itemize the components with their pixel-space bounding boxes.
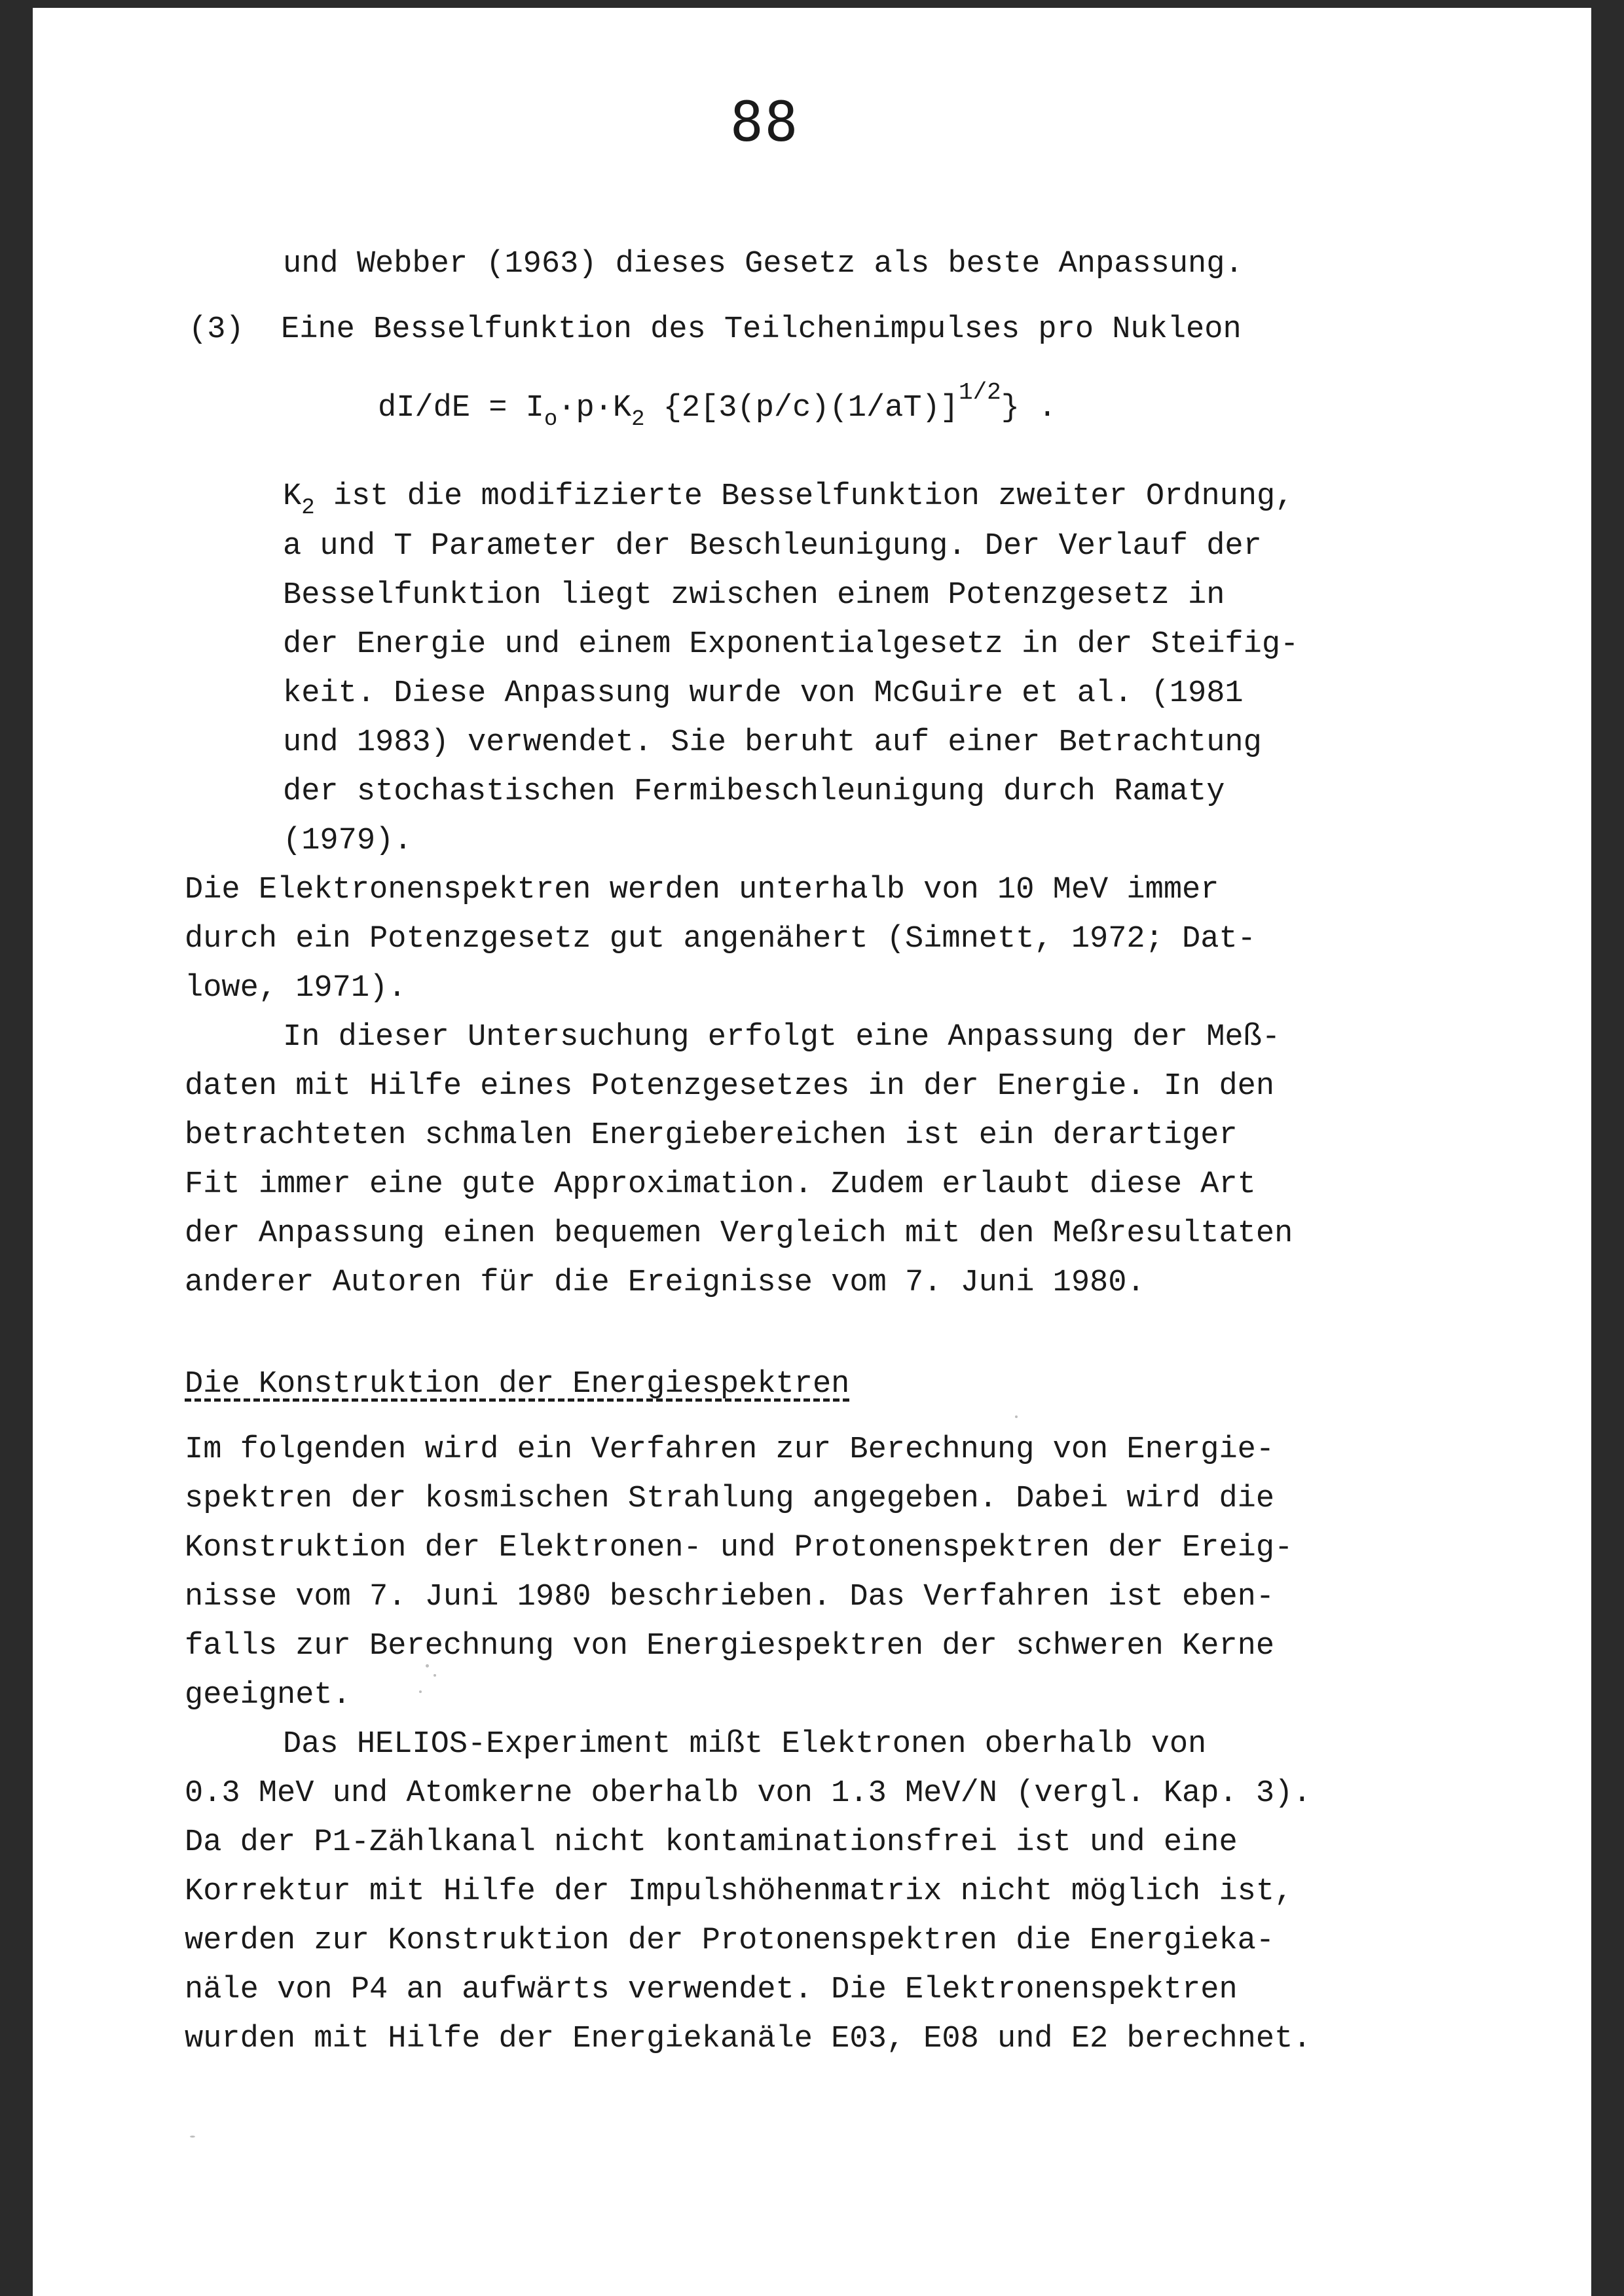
text-line: (1979). [283, 824, 413, 858]
text-line: Besselfunktion liegt zwischen einem Potenzgesetz in [283, 578, 1225, 613]
text-line: durch ein Potenzgesetz gut angenähert (Simnett, 1972; Dat- [185, 922, 1256, 957]
text-line: a und T Parameter der Beschleunigung. Der Verlauf der [283, 529, 1262, 564]
formula-sub-2: 2 [631, 407, 645, 432]
scan-speck [419, 1690, 422, 1693]
text-line: spektren der kosmischen Strahlung angegeben. Dabei wird die [185, 1482, 1275, 1516]
text-line: betrachteten schmalen Energiebereichen ist ein derartiger [185, 1118, 1238, 1153]
text-line: falls zur Berechnung von Energiespektren der schweren Kerne [185, 1629, 1275, 1664]
list-item-3: (3) Eine Besselfunktion des Teilchenimpulses pro Nukleon [189, 312, 1242, 347]
text-line: nisse vom 7. Juni 1980 beschrieben. Das Verfahren ist eben- [185, 1580, 1275, 1614]
text-line: Da der P1-Zählkanal nicht kontaminationsfrei ist und eine [185, 1825, 1238, 1860]
scan-speck [1015, 1415, 1018, 1418]
text-line: 0.3 MeV und Atomkerne oberhalb von 1.3 MeV/N (vergl. Kap. 3). [185, 1776, 1312, 1811]
text-line: geeignet. [185, 1678, 351, 1713]
text-line: Fit immer eine gute Approximation. Zudem erlaubt diese Art [185, 1167, 1256, 1202]
formula-bessel [378, 379, 1057, 432]
formula-tail: } . [1001, 391, 1057, 426]
text-line: keit. Diese Anpassung wurde von McGuire et al. (1981 [283, 676, 1244, 711]
text-line: wurden mit Hilfe der Energiekanäle E03, E08 und E2 berechnet. [185, 2022, 1312, 2056]
text-line: werden zur Konstruktion der Protonenspektren die Energieka- [185, 1923, 1275, 1958]
formula-lhs: dI/dE = I [378, 391, 544, 426]
paragraph-start: In dieser Untersuchung erfolgt eine Anpassung der Meß- [283, 1020, 1281, 1055]
paragraph-start: Das HELIOS-Experiment mißt Elektronen oberhalb von [283, 1727, 1207, 1762]
text-line: Im folgenden wird ein Verfahren zur Berechnung von Energie- [185, 1432, 1275, 1467]
formula-exponent: 1/2 [958, 379, 1001, 406]
scan-speck [190, 2136, 195, 2138]
text-line: und Webber (1963) dieses Gesetz als beste Anpassung. [283, 247, 1244, 282]
formula-sub-o: o [544, 407, 558, 432]
document-page [33, 8, 1591, 2296]
text-line: näle von P4 an aufwärts verwendet. Die Elektronenspektren [185, 1973, 1238, 2007]
text-fragment: ist die modifizierte Besselfunktion zweiter Ordnung, [314, 479, 1294, 514]
formula-brace: {2[3(p/c)(1/aT)] [644, 391, 959, 426]
text-line: der Energie und einem Exponentialgesetz in der Steifig- [283, 627, 1299, 662]
text-line: Konstruktion der Elektronen- und Protonenspektren der Ereig- [185, 1531, 1293, 1565]
text-line: der stochastischen Fermibeschleunigung durch Ramaty [283, 774, 1225, 809]
text-line: Die Elektronenspektren werden unterhalb von 10 MeV immer [185, 873, 1219, 907]
formula-mid: ·p·K [557, 391, 632, 426]
text-line: lowe, 1971). [185, 971, 407, 1006]
scan-speck [426, 1664, 429, 1667]
text-line: und 1983) verwendet. Sie beruht auf einer Betrachtung [283, 725, 1262, 760]
text-line: daten mit Hilfe eines Potenzgesetzes in der Energie. In den [185, 1069, 1275, 1104]
section-heading: Die Konstruktion der Energiespektren [185, 1367, 850, 1402]
text-line-k2 [283, 479, 1294, 520]
scan-speck [434, 1674, 436, 1677]
symbol-k-subscript: 2 [301, 496, 315, 520]
symbol-k: K [283, 479, 302, 514]
text-line: der Anpassung einen bequemen Vergleich mit den Meßresultaten [185, 1216, 1293, 1251]
text-line: Korrektur mit Hilfe der Impulshöhenmatrix nicht möglich ist, [185, 1874, 1293, 1909]
page-number: 88 [730, 90, 800, 154]
text-line: anderer Autoren für die Ereignisse vom 7. Juni 1980. [185, 1266, 1145, 1300]
